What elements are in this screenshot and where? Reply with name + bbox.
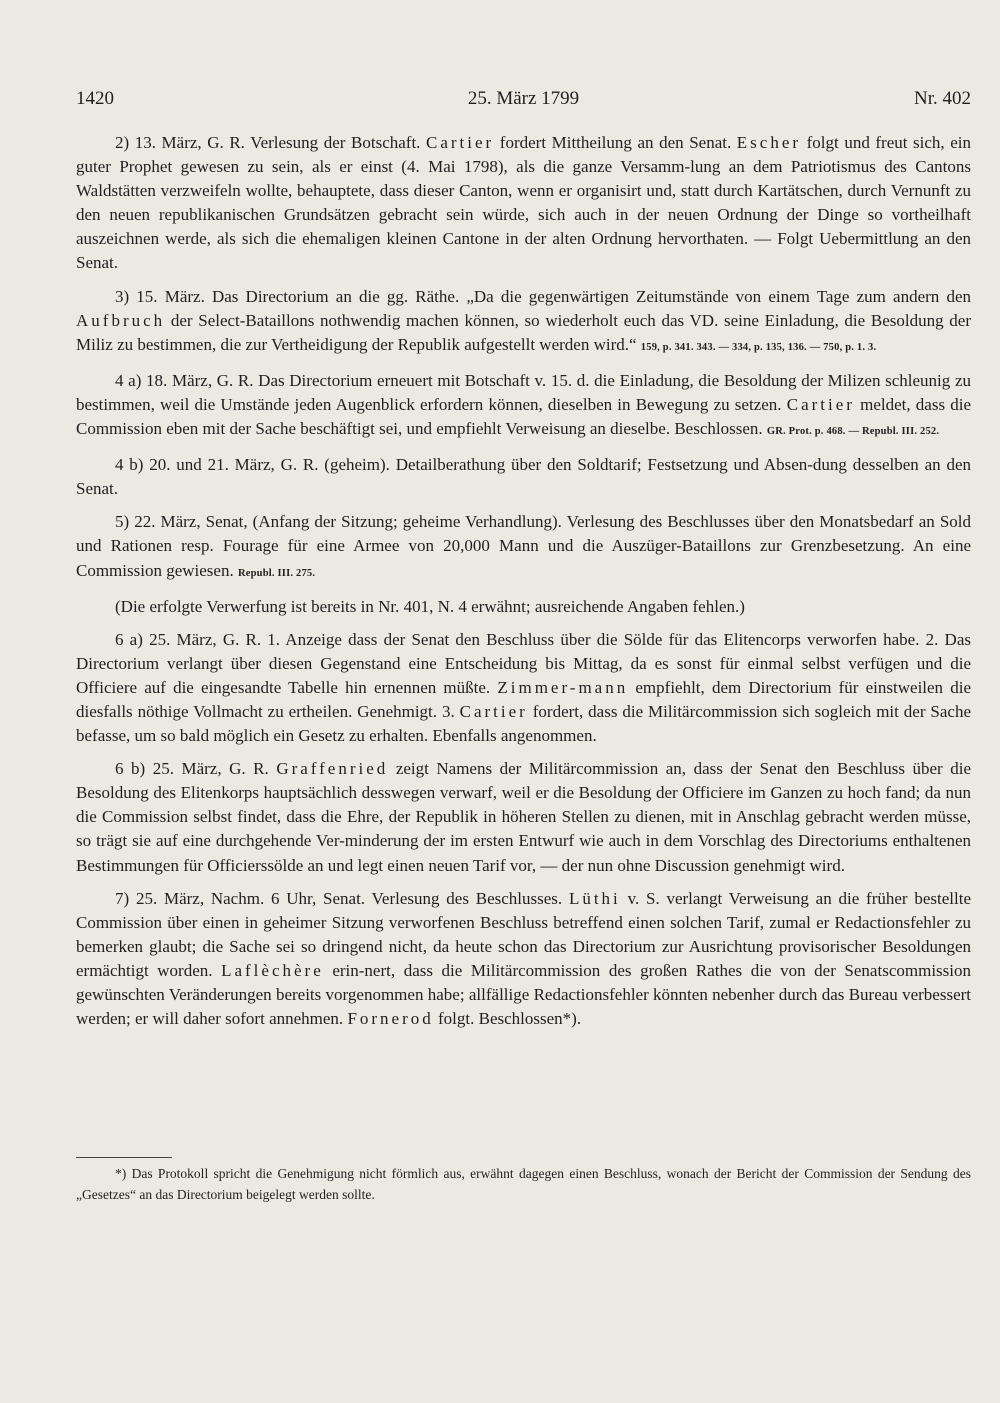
document-body — [76, 131, 971, 1040]
entry-text: zeigt Namens der Militärcommission an, dass der Senat den Beschluss über die Besoldung des Elitenkorps hauptsächlich desswegen verwarf, weil er die Besoldung der Officiere im Ganzen zu hoch fand; da nun die Commission selbst findet, dass die Ehre, der Republik in höheren Stellen zu dienen, mit in Anschlag gebracht werden müsse, so trägt sie auf eine durchgehende Ver-minderung der im ersten Entwurf wie auch in dem Vorschlag des Directoriums enthaltenen Bestimmungen für Officierssölde an und legt einen neuen Tarif vor, — der nun ohne Discussion genehmigt wird. — [76, 759, 972, 875]
emphasized-word: Aufbruch — [76, 310, 166, 330]
entry-2 — [76, 131, 971, 276]
source-reference: 159, p. 341. 343. — 334, p. 135, 136. — 750, p. 1. 3. — [640, 341, 877, 353]
source-reference: GR. Prot. p. 468. — Republ. III. 252. — [766, 426, 940, 438]
person-name: Lüthi — [568, 888, 621, 908]
person-name: Laflèchère — [221, 960, 324, 980]
entry-text: 3) 15. März. Das Directorium an die gg. Räthe. „Da die gegenwärtigen Zeitumstände von einem Tage zum andern den — [115, 286, 971, 306]
page-header — [76, 88, 971, 118]
entry-text: fordert, dass die Militärcommission sich sogleich mit der Sache befasse, um so bald möglich ein Gesetz zu erhalten. Ebenfalls angenommen. — [76, 701, 972, 746]
entry-text: folgt und freut sich, ein guter Prophet gewesen zu sein, als er einst (4. Mai 1798), als die ganze Versamm-lung an dem Patriotismus des Cantons Waldstätten verzweifeln wollte, behauptete, dass dieser Canton, wenn er organisirt und, statt durch Kartätschen, durch Vernunft zu den neuen republikanischen Grundsätzen gebracht sein würde, sich auch in der neuen Ordnung der Dinge so vortheilhaft auszeichnen werde, als sich die ehemaligen kleinen Cantone in der alten Ordnung hervorthaten. — Folgt Uebermittlung an den Senat. — [76, 133, 972, 273]
entry-5-note — [76, 595, 971, 619]
entry-text: folgt. Beschlossen*). — [438, 1009, 582, 1029]
entry-text: v. S. verlangt Verweisung an die früher bestellte Commission über einen in geheimer Sitzung verworfenen Beschluss betreffend einen solchen Tarif, zumal er Redactionsfehler zu bemerken glaubt; die Sache sei so dringend nicht, da heute schon das Directorium zur Ausrichtung provisorischer Besoldungen ermächtigt worden. — [76, 888, 971, 980]
source-reference: Republ. III. 275. — [237, 567, 316, 579]
entry-text: meldet, dass die Commission eben mit der Sache beschäftigt sei, und empfiehlt Verweisung an dieselbe. Beschlossen. — [76, 394, 972, 439]
person-name: Cartier — [459, 701, 528, 721]
entry-6b — [76, 757, 971, 877]
document-number: Nr. 402 — [914, 88, 971, 109]
entry-5 — [76, 510, 971, 585]
entry-text: 4 b) 20. und 21. März, G. R. (geheim). Detailberathung über den Soldtarif; Festsetzung und Absen-dung desselben an den Senat. — [76, 455, 971, 499]
entry-text: (Die erfolgte Verwerfung ist bereits in Nr. 401, N. 4 erwähnt; ausreichende Angaben fehlen.) — [115, 596, 745, 616]
page-number: 1420 — [76, 88, 114, 109]
person-name: Fornerod — [347, 1009, 434, 1029]
person-name: Cartier — [786, 394, 855, 414]
entry-text: 5) 22. März, Senat, (Anfang der Sitzung; geheime Verhandlung). Verlesung des Beschlusses über den Monatsbedarf an Sold und Rationen resp. Fourage für eine Armee von 20,000 Mann und die Auszüger-Bataillons zur Grenzbesetzung. An eine Commission gewiesen. — [76, 512, 971, 580]
entry-text: 7) 25. März, Nachm. 6 Uhr, Senat. Verlesung des Beschlusses. — [115, 888, 563, 908]
entry-text: empfiehlt, dem Directorium für einstweilen die diesfalls nöthige Vollmacht zu ertheilen. Genehmigt. 3. — [76, 677, 971, 721]
person-name: Zimmer-mann — [497, 677, 629, 697]
entry-text: 2) 13. März, G. R. Verlesung der Botschaft. — [115, 133, 421, 152]
entry-text: fordert Mittheilung an den Senat. — [499, 133, 732, 152]
entry-4b — [76, 453, 971, 501]
footnote-text: *) Das Protokoll spricht die Genehmigung nicht förmlich aus, erwähnt dagegen einen Beschluss, wonach der Bericht der Commission der Sendung des „Gesetzes“ an das Directorium beigelegt werden sollte. — [76, 1166, 971, 1202]
entry-text: 6 b) 25. März, G. R. — [115, 759, 269, 779]
person-name: Escher — [736, 133, 802, 152]
entry-text: 6 a) 25. März, G. R. 1. Anzeige dass der Senat den Beschluss über die Sölde für das Elitencorps verworfen habe. 2. Das Directorium verlangt über diesen Gegenstand eine Entscheidung bis Mittag, da es sonst für einmal selbst verfügen und die Officiere auf die eingesandte Tabelle hin ernennen müßte. — [76, 629, 971, 697]
footnote — [76, 1163, 971, 1205]
person-name: Cartier — [426, 133, 495, 152]
entry-3 — [76, 285, 971, 360]
entry-6a — [76, 628, 971, 748]
header-date: 25. März 1799 — [467, 88, 580, 109]
entry-4a — [76, 369, 971, 444]
entry-text: erin-nert, dass die Militärcommission des großen Rathes die von der Senatscommission gewünschten Veränderungen bereits vorgenommen habe; allfällige Redactionsfehler könnten nebenher durch das Bureau verbessert werden; er will daher sofort annehmen. — [76, 960, 971, 1029]
footnote-divider — [76, 1157, 172, 1158]
person-name: Graffenried — [276, 759, 389, 779]
entry-7 — [76, 887, 971, 1032]
entry-text: der Select-Bataillons nothwendig machen können, so wiederholt euch das VD. seine Einladung, die Besoldung der Miliz zu bestimmen, die zur Vertheidigung der Republik aufgestellt werden wird.“ — [76, 310, 971, 354]
entry-text: 4 a) 18. März, G. R. Das Directorium erneuert mit Botschaft v. 15. d. die Einladung, die Besoldung der Milizen schleunig zu bestimmen, weil die Umstände jeden Augenblick erfordern können, dieselben in Bewegung zu setzen. — [76, 370, 971, 414]
